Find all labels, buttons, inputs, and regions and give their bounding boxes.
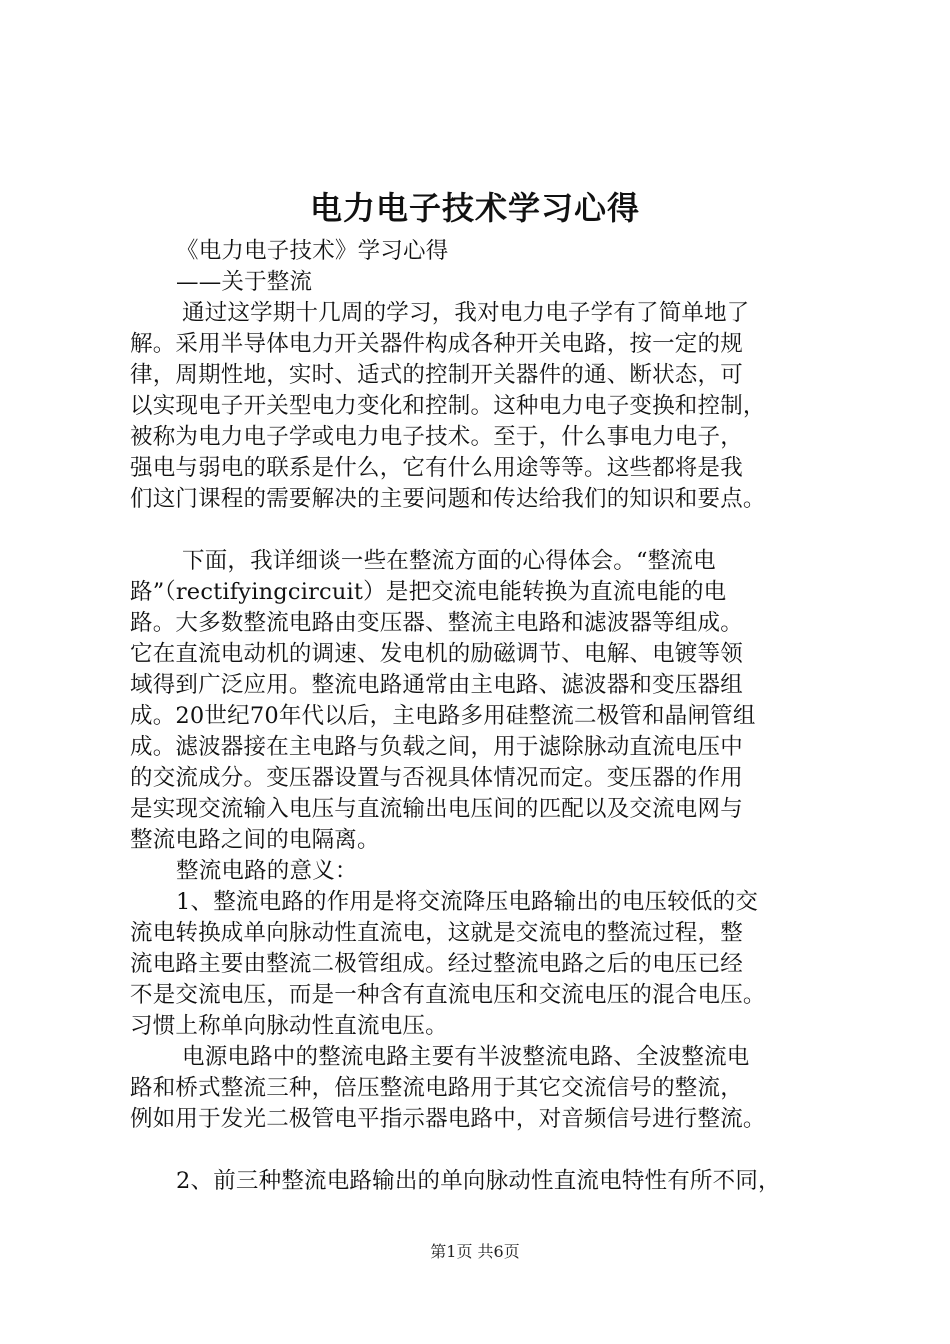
text-line: 通过这学期十几周的学习，我对电力电子学有了简单地了	[182, 300, 750, 326]
text-line: 整流电路之间的电隔离。	[130, 827, 380, 853]
text-line: 路”（rectifyingcircuit）是把交流电能转换为直流电能的电	[130, 579, 727, 605]
text-line: 流电转换成单向脉动性直流电，这就是交流电的整流过程，整	[130, 920, 743, 946]
text-line: 被称为电力电子学或电力电子技术。至于，什么事电力电子，	[130, 424, 743, 450]
text-line: 电源电路中的整流电路主要有半波整流电路、全波整流电	[182, 1044, 750, 1070]
text-line: 不是交流电压，而是一种含有直流电压和交流电压的混合电压。	[130, 982, 766, 1008]
document-title: 电力电子技术学习心得	[309, 189, 640, 227]
text-line: 强电与弱电的联系是什么，它有什么用途等等。这些都将是我	[130, 455, 743, 481]
text-line: ——关于整流	[176, 269, 313, 295]
text-line: 解。采用半导体电力开关器件构成各种开关电路，按一定的规	[130, 331, 743, 357]
text-line: 路和桥式整流三种，倍压整流电路用于其它交流信号的整流，	[130, 1075, 743, 1101]
text-line: 它在直流电动机的调速、发电机的励磁调节、电解、电镀等领	[130, 641, 743, 667]
text-line: 路。大多数整流电路由变压器、整流主电路和滤波器等组成。	[130, 610, 743, 636]
text-line: 2、前三种整流电路输出的单向脉动性直流电特性有所不同，	[176, 1168, 781, 1194]
text-line: 是实现交流输入电压与直流输出电压间的匹配以及交流电网与	[130, 796, 743, 822]
text-line: 律，周期性地，实时、适式的控制开关器件的通、断状态，可	[130, 362, 743, 388]
text-line: 习惯上称单向脉动性直流电压。	[130, 1013, 448, 1039]
text-line: 整流电路的意义：	[176, 858, 358, 884]
text-line: 1、整流电路的作用是将交流降压电路输出的电压较低的交	[176, 889, 759, 915]
text-line: 《电力电子技术》学习心得	[176, 238, 449, 264]
text-line: 域得到广泛应用。整流电路通常由主电路、滤波器和变压器组	[130, 672, 743, 698]
blank-line	[130, 515, 842, 546]
text-line: 们这门课程的需要解决的主要问题和传达给我们的知识和要点。	[130, 486, 766, 512]
text-line: 以实现电子开关型电力变化和控制。这种电力电子变换和控制，	[130, 393, 766, 419]
text-line: 成。滤波器接在主电路与负载之间，用于滤除脉动直流电压中	[130, 734, 743, 760]
text-line: 流电路主要由整流二极管组成。经过整流电路之后的电压已经	[130, 951, 743, 977]
page-footer: 第1页 共6页	[430, 1242, 520, 1261]
text-line: 下面，我详细谈一些在整流方面的心得体会。“整流电	[182, 548, 716, 574]
text-line: 成。20世纪70年代以后，主电路多用硅整流二极管和晶闸管组	[130, 703, 756, 729]
text-line: 的交流成分。变压器设置与否视具体情况而定。变压器的作用	[130, 765, 743, 791]
blank-line	[130, 1135, 842, 1166]
document-body	[130, 236, 842, 1197]
text-line: 例如用于发光二极管电平指示器电路中，对音频信号进行整流。	[130, 1106, 766, 1132]
